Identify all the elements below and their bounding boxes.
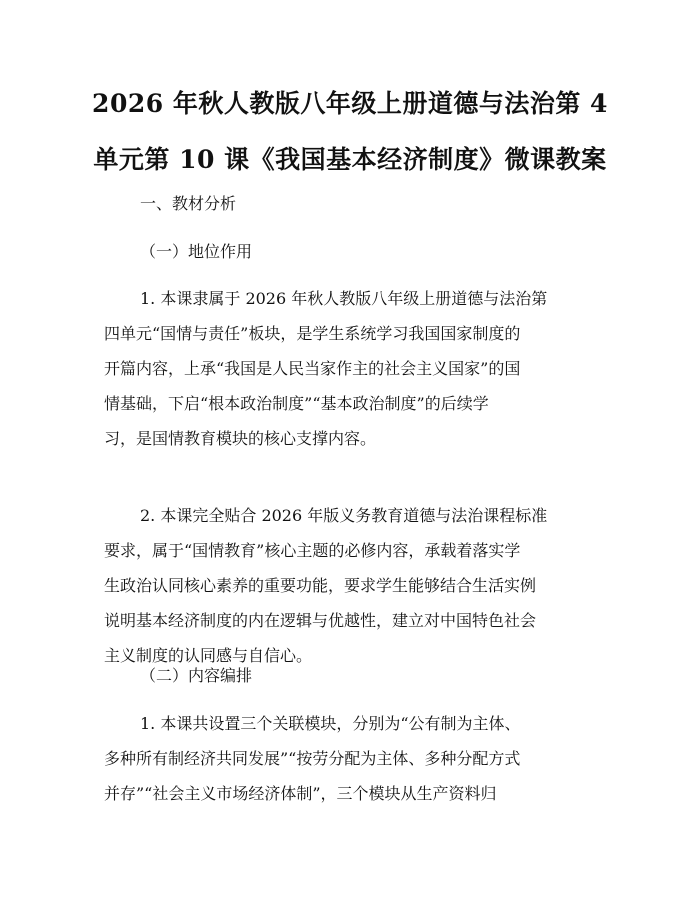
paragraph-line: 1. 本课隶属于 2026 年秋人教版八年级上册道德与法治第 bbox=[140, 289, 548, 308]
section-heading-textbook-analysis: 一、教材分析 bbox=[140, 194, 237, 213]
paragraph-line: 开篇内容，上承“我国是人民当家作主的社会主义国家”的国 bbox=[104, 359, 521, 378]
document-title-line-1: 2026 年秋人教版八年级上册道德与法治第 4 bbox=[92, 89, 608, 118]
paragraph-line: 生政治认同核心素养的重要功能，要求学生能够结合生活实例 bbox=[104, 576, 537, 595]
paragraph-line: 情基础，下启“根本政治制度”“基本政治制度”的后续学 bbox=[104, 394, 489, 413]
paragraph-line: 要求，属于“国情教育”核心主题的必修内容，承载着落实学 bbox=[104, 541, 521, 560]
paragraph-line: 并存”“社会主义市场经济体制”，三个模块从生产资料归 bbox=[104, 784, 497, 803]
paragraph-line: 习，是国情教育模块的核心支撑内容。 bbox=[104, 429, 377, 448]
paragraph-position-2 bbox=[104, 498, 604, 673]
paragraph-line: 2. 本课完全贴合 2026 年版义务教育道德与法治课程标准 bbox=[140, 506, 548, 525]
subsection-heading-position-role: （一）地位作用 bbox=[140, 242, 253, 261]
paragraph-line: 说明基本经济制度的内在逻辑与优越性，建立对中国特色社会 bbox=[104, 611, 537, 630]
paragraph-line: 四单元“国情与责任”板块，是学生系统学习我国国家制度的 bbox=[104, 324, 521, 343]
paragraph-line: 主义制度的认同感与自信心。 bbox=[104, 646, 313, 665]
paragraph-content-1 bbox=[104, 706, 604, 811]
document-title-line-2: 单元第 10 课《我国基本经济制度》微课教案 bbox=[93, 145, 607, 174]
paragraph-line: 多种所有制经济共同发展”“按劳分配为主体、多种分配方式 bbox=[104, 749, 521, 768]
paragraph-line: 1. 本课共设置三个关联模块，分别为“公有制为主体、 bbox=[140, 714, 521, 733]
paragraph-position-1 bbox=[104, 281, 604, 456]
subsection-heading-content-arrangement: （二）内容编排 bbox=[140, 666, 253, 685]
